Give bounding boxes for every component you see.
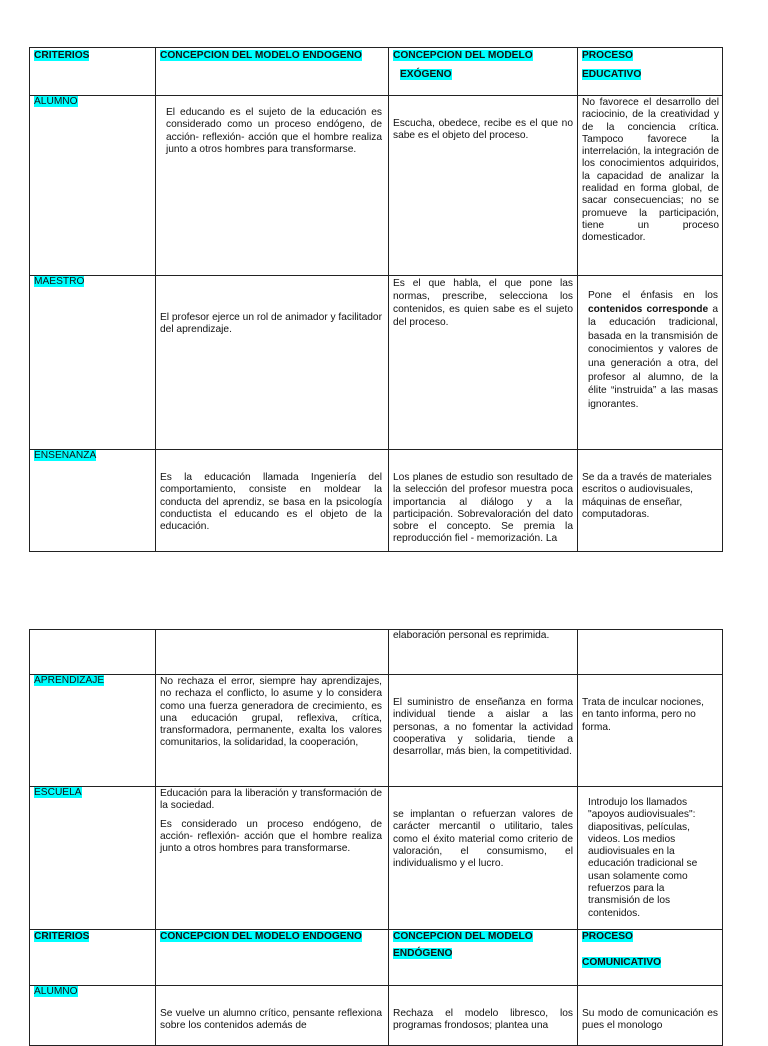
continuation-text: elaboración personal es reprimida. [389, 630, 578, 675]
escuela-proceso-cell: Introdujo los llamados "apoyos audiovisuales": diapositivas, películas, videos. Los medios audiovisuales en la educación tradicional se usan solamente como refuerzos para la transmisión de los contenidos. [578, 787, 723, 930]
continuation-row [30, 630, 723, 675]
criteria-table-1 [29, 47, 723, 552]
row-label-aprendizaje: APRENDIZAJE [30, 675, 156, 787]
alumno2-exogeno-cell: Rechaza el modelo libresco, los programas frondosos; plantea una [389, 986, 578, 1046]
aprendizaje-endogeno-cell: No rechaza el error, siempre hay aprendizajes, no rechaza el conflicto, lo asume y lo considera como una fuerza generadora de crecimiento, es una educación grupal, reflexiva, crítica, transformadora, permanente, exalta los valores comunitarios, la solidaridad, la cooperación, [156, 675, 389, 787]
header2-criterios: CRITERIOS [30, 930, 156, 986]
maestro-proceso-cell: Pone el énfasis en los contenidos corresponde a la educación tradicional, basada en la transmisión de conocimientos y valores de una generación a otra, del profesor al alumno, de la élite “instruida” a las masas ignorantes. [578, 276, 723, 450]
header-exogeno: CONCEPCION DEL MODELO EXÓGENO [389, 48, 578, 96]
row-label-alumno: ALUMNO [30, 96, 156, 276]
table-row-escuela [30, 787, 723, 930]
ensenanza-exogeno-cell: Los planes de estudio son resultado de la selección del profesor muestra poca importancia al diálogo y a la participación. Sobrevaloración del dato sobre el concepto. Se premia la reproducción fiel - memorización. La [389, 450, 578, 552]
maestro-endogeno-cell: El profesor ejerce un rol de animador y facilitador del aprendizaje. [156, 276, 389, 450]
row-label-alumno-2: ALUMNO [30, 986, 156, 1046]
row-label-ensenanza: ENSENANZA [30, 450, 156, 552]
escuela-exogeno-cell: se implantan o refuerzan valores de carácter mercantil o utilitario, tales como el éxito material como criterio de valoración, el consumismo, el individualismo y el lucro. [389, 787, 578, 930]
ensenanza-endogeno-cell: Es la educación llamada Ingeniería del comportamiento, consiste en moldear la conducta del aprendiz, se basa en la psicología conductista el educando es el objeto de la educación. [156, 450, 389, 552]
aprendizaje-exogeno-cell: El suministro de enseñanza en forma individual tiende a aislar a las personas, a no fomentar la actividad cooperativa y solidaria, tiende a desarrollar, más bien, la competitividad. [389, 675, 578, 787]
criteria-table-2 [29, 629, 723, 1046]
alumno-proceso-cell: No favorece el desarrollo del raciocinio, de la creatividad y de la conciencia crítica. Tampoco favorece la interrelación, la integración de los conocimientos adquiridos, la capacidad de analizar la realidad en forma global, de sacar consecuencias; no se promueve la participación, tiene un proceso domesticador. [578, 96, 723, 276]
header2-endogeno: CONCEPCION DEL MODELO ENDOGENO [156, 930, 389, 986]
aprendizaje-proceso-cell: Trata de inculcar nociones, en tanto informa, pero no forma. [578, 675, 723, 787]
header2-proceso: PROCESO COMUNICATIVO [578, 930, 723, 986]
header-endogeno: CONCEPCION DEL MODELO ENDOGENO [156, 48, 389, 96]
ensenanza-proceso-cell: Se da a través de materiales escritos o audiovisuales, máquinas de enseñar, computadoras. [578, 450, 723, 552]
alumno-exogeno-cell: Escucha, obedece, recibe es el que no sabe es el objeto del proceso. [389, 96, 578, 276]
table-row-maestro [30, 276, 723, 450]
escuela-endogeno-cell: Educación para la liberación y transformación de la sociedad. Es considerado un proceso endógeno, de acción- reflexión- acción que el hombre realiza junto a otros hombres para transformarse. [156, 787, 389, 930]
table-row-alumno [30, 96, 723, 276]
table-header-row [30, 48, 723, 96]
maestro-exogeno-cell: Es el que habla, el que pone las normas, prescribe, selecciona los contenidos, es quien sabe es el sujeto del proceso. [389, 276, 578, 450]
table-row-aprendizaje [30, 675, 723, 787]
header-proceso: PROCESO EDUCATIVO [578, 48, 723, 96]
row-label-escuela: ESCUELA [30, 787, 156, 930]
alumno2-endogeno-cell: Se vuelve un alumno crítico, pensante reflexiona sobre los contenidos además de [156, 986, 389, 1046]
header2-col3: CONCEPCION DEL MODELO ENDÓGENO [389, 930, 578, 986]
table-row-ensenanza [30, 450, 723, 552]
table-row-alumno-2 [30, 986, 723, 1046]
table-header-row-2 [30, 930, 723, 986]
alumno2-proceso-cell: Su modo de comunicación es pues el monologo [578, 986, 723, 1046]
header-criterios: CRITERIOS [30, 48, 156, 96]
alumno-endogeno-cell: El educando es el sujeto de la educación es considerado como un proceso endógeno, de acción- reflexión- acción que el hombre realiza junto a otros hombres para transformarse. [156, 96, 389, 276]
row-label-maestro: MAESTRO [30, 276, 156, 450]
